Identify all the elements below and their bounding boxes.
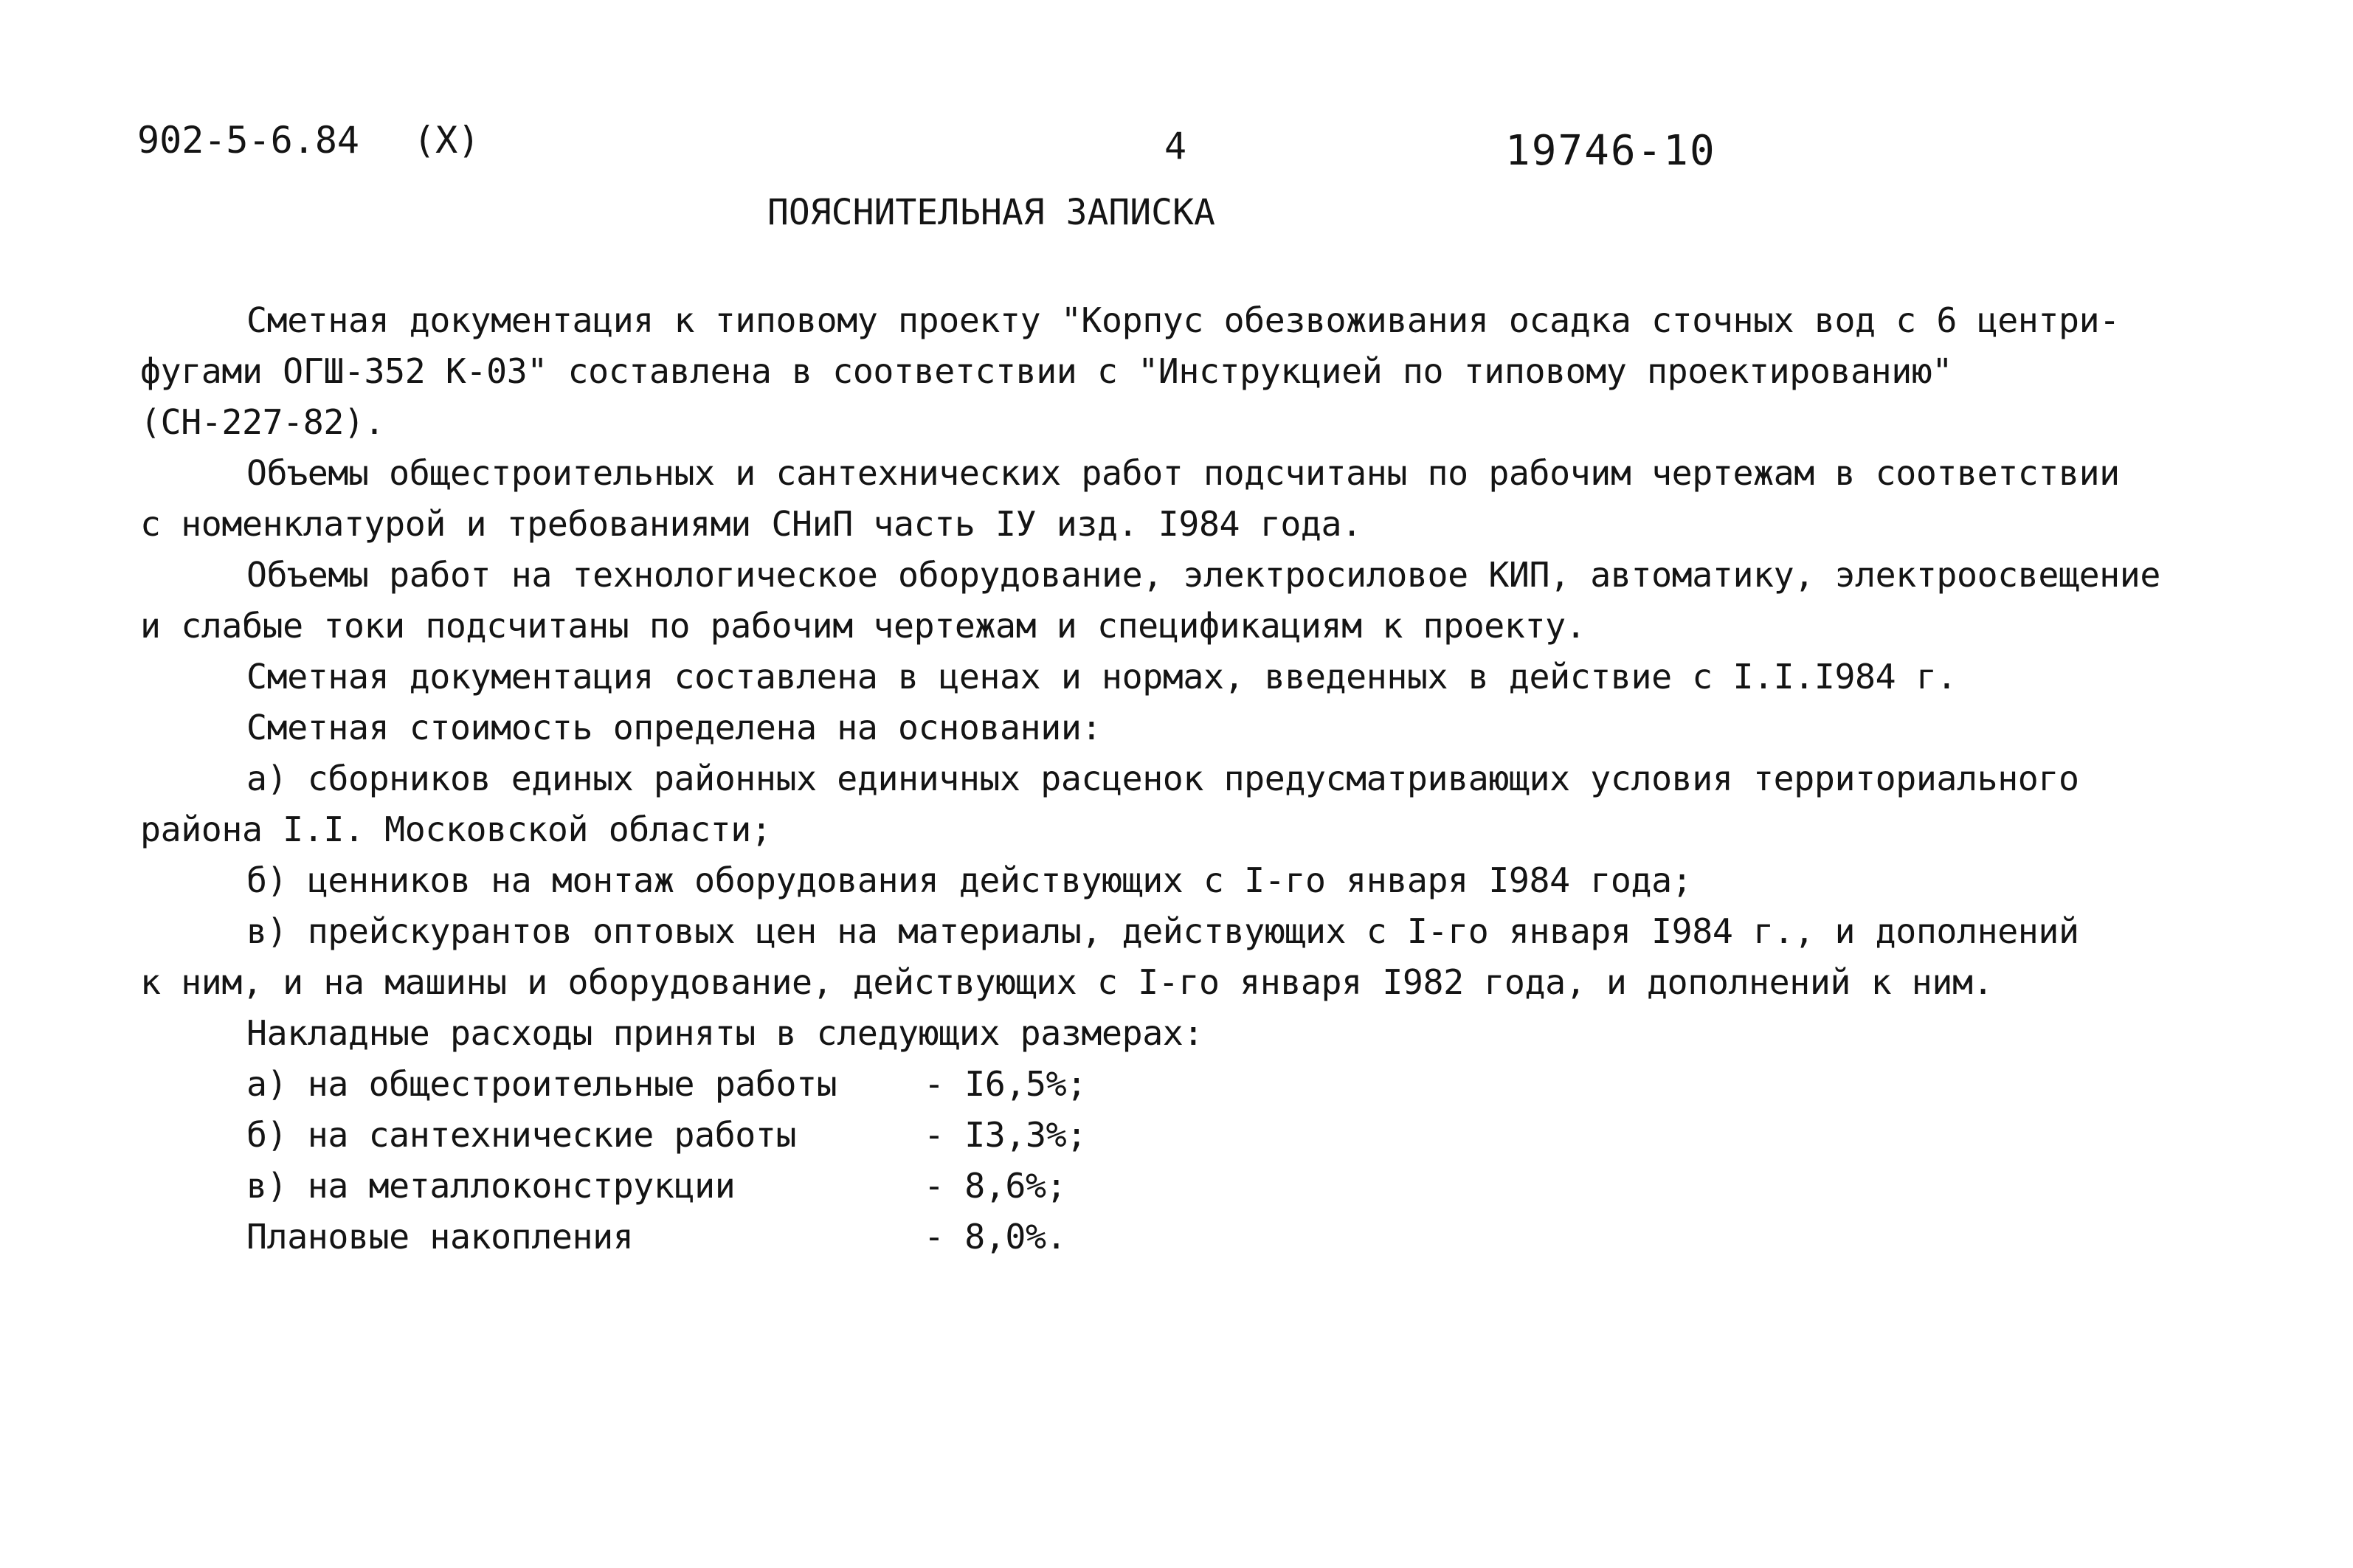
- page-title: ПОЯСНИТЕЛЬНАЯ ЗАПИСКА: [767, 192, 1215, 233]
- text-line: а) сборников единых районных единичных расценок предусматривающих условия территориального: [246, 759, 2079, 798]
- text-line: и слабые токи подсчитаны по рабочим чертежам и спецификациям к проекту.: [140, 606, 1586, 646]
- text-line: Объемы работ на технологическое оборудование, электросиловое КИП, автоматику, электроосвещение: [246, 555, 2160, 595]
- text-line: Накладные расходы приняты в следующих размерах:: [246, 1013, 1203, 1053]
- document-mark: (Х): [413, 119, 480, 162]
- rate-label: б) на сантехнические работы: [246, 1115, 797, 1155]
- rate-label: Плановые накопления: [246, 1217, 634, 1257]
- rate-value: - 8,0%.: [924, 1217, 1067, 1257]
- rate-label: в) на металлоконструкции: [246, 1166, 736, 1206]
- text-line: к ним, и на машины и оборудование, действующих с I-го января I982 года, и дополнений к ним.: [140, 962, 1994, 1002]
- document-code: 902-5-6.84: [137, 119, 360, 162]
- text-line: Сметная документация составлена в ценах и нормах, введенных в действие с I.I.I984 г.: [246, 657, 1958, 697]
- document-number: 19746-10: [1505, 127, 1716, 175]
- text-line: в) прейскурантов оптовых цен на материалы, действующих с I-го января I984 г., и дополнений: [246, 911, 2079, 951]
- overhead-rate-row: [140, 1059, 2250, 1110]
- rate-value: - I3,3%;: [924, 1115, 1087, 1155]
- rate-value: - 8,6%;: [924, 1166, 1067, 1206]
- rate-value: - I6,5%;: [924, 1064, 1087, 1104]
- planned-savings-row: [140, 1212, 2250, 1263]
- text-line: Сметная документация к типовому проекту "Корпус обезвоживания осадка сточных вод с 6 центри-: [246, 300, 2120, 340]
- text-line: с номенклатурой и требованиями СНиП часть IУ изд. I984 года.: [140, 504, 1362, 544]
- text-line: б) ценников на монтаж оборудования действующих с I-го января I984 года;: [246, 860, 1693, 900]
- page-number: 4: [1164, 125, 1187, 167]
- overhead-rate-row: [140, 1161, 2250, 1212]
- rate-label: а) на общестроительные работы: [246, 1064, 837, 1104]
- text-line: Объемы общестроительных и сантехнических работ подсчитаны по рабочим чертежам в соответствии: [246, 453, 2120, 493]
- text-line: фугами ОГШ-352 К-03" составлена в соответствии с "Инструкцией по типовому проектированию": [140, 351, 1952, 391]
- explanatory-note-body: [140, 295, 2250, 1263]
- text-line: (СН-227-82).: [140, 402, 385, 442]
- text-line: Сметная стоимость определена на основании:: [246, 708, 1102, 747]
- text-line: района I.I. Московской области;: [140, 809, 772, 849]
- overhead-rate-row: [140, 1110, 2250, 1161]
